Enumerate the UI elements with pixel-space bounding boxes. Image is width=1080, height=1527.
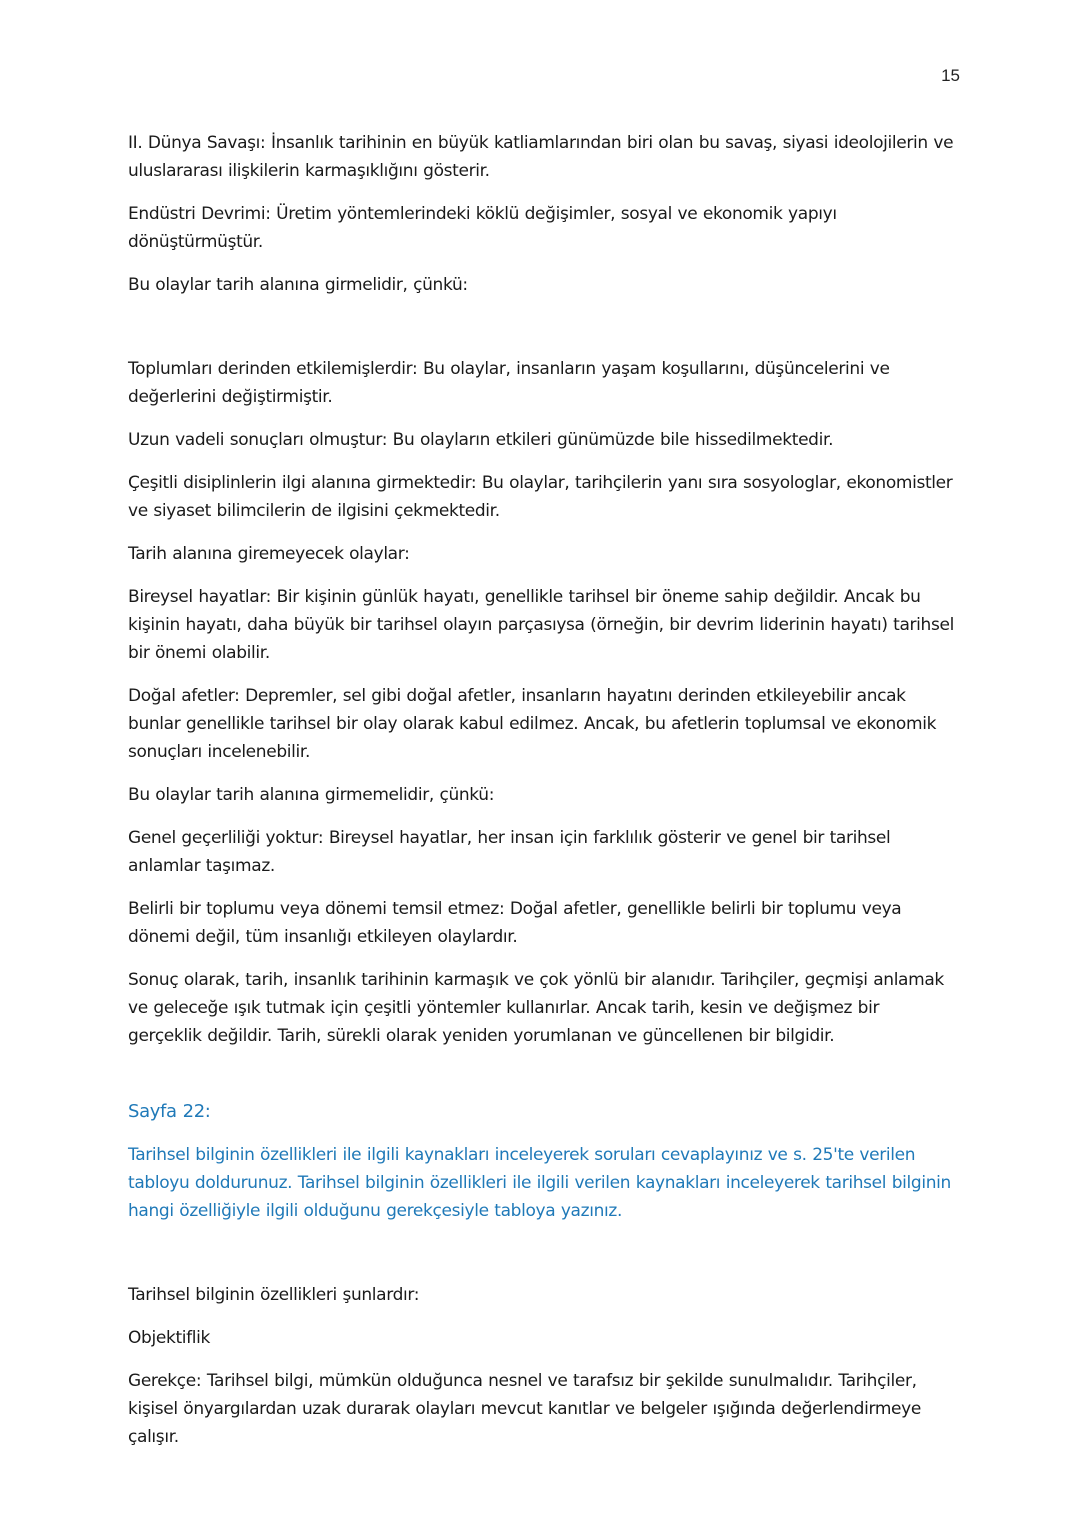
paragraph-natural-disasters: Doğal afetler: Depremler, sel gibi doğal afetler, insanların hayatını derinden etkileyebilir ancak bunlar genellikle tarihsel bir olay olarak kabul edilmez. Ancak, bu afetlerin toplumsal ve ekonomik sonuçları incelenebilir. — [128, 686, 937, 762]
answer-feature-title: Objektiflik — [128, 1328, 211, 1348]
paragraph-various-disciplines: Çeşitli disiplinlerin ilgi alanına girmektedir: Bu olaylar, tarihçilerin yanı sıra sosyologlar, ekonomistler ve siyaset bilimcilerin de ilgisini çekmektedir. — [128, 473, 953, 521]
page-number: 15 — [941, 66, 960, 85]
paragraph-deeply-affected-societies: Toplumları derinden etkilemişlerdir: Bu olaylar, insanların yaşam koşullarını, düşüncelerini ve değerlerini değiştirmiştir. — [128, 359, 890, 407]
paragraph-should-not-enter-history: Bu olaylar tarih alanına girmemelidir, çünkü: — [128, 785, 495, 805]
document-body — [128, 129, 958, 1466]
section-instruction: Tarihsel bilginin özellikleri ile ilgili kaynakları inceleyerek soruları cevaplayınız ve s. 25'te verilen tabloyu doldurunuz. Tarihsel bilginin özellikleri ile ilgili verilen kaynakları inceleyerek tarihsel bilginin hangi özelliğiyle ilgili olduğunu gerekçesiyle tabloya yazınız. — [128, 1145, 951, 1221]
paragraph-industrial-revolution: Endüstri Devrimi: Üretim yöntemlerindeki köklü değişimler, sosyal ve ekonomik yapıyı dönüştürmüştür. — [128, 204, 837, 252]
paragraph-individual-lives: Bireysel hayatlar: Bir kişinin günlük hayatı, genellikle tarihsel bir öneme sahip değildir. Ancak bu kişinin hayatı, daha büyük bir tarihsel olayın parçasıysa (örneğin, bir devrim liderinin hayatı) tarihsel bir önemi olabilir. — [128, 587, 954, 663]
paragraph-ww2: II. Dünya Savaşı: İnsanlık tarihinin en büyük katliamlarından biri olan bu savaş, siyasi ideolojilerin ve uluslararası ilişkilerin karmaşıklığını gösterir. — [128, 133, 954, 181]
answer-reason: Gerekçe: Tarihsel bilgi, mümkün olduğunca nesnel ve tarafsız bir şekilde sunulmalıdır. Tarihçiler, kişisel önyargılardan uzak durarak olayları mevcut kanıtlar ve belgeler ışığında değerlendirmeye çalışır. — [128, 1371, 921, 1447]
paragraph-long-term-results: Uzun vadeli sonuçları olmuştur: Bu olayların etkileri günümüzde bile hissedilmektedir. — [128, 430, 834, 450]
paragraph-conclusion: Sonuç olarak, tarih, insanlık tarihinin karmaşık ve çok yönlü bir alanıdır. Tarihçiler, geçmişi anlamak ve geleceğe ışık tutmak için çeşitli yöntemler kullanırlar. Ancak tarih, kesin ve değişmez bir gerçeklik değildir. Tarih, sürekli olarak yeniden yorumlanan ve güncellenen bir bilgidir. — [128, 970, 944, 1046]
paragraph-cannot-enter-history: Tarih alanına giremeyecek olaylar: — [128, 544, 410, 564]
paragraph-should-enter-history: Bu olaylar tarih alanına girmelidir, çünkü: — [128, 275, 468, 295]
section-heading: Sayfa 22: — [128, 1101, 211, 1122]
paragraph-no-general-validity: Genel geçerliliği yoktur: Bireysel hayatlar, her insan için farklılık gösterir ve genel bir tarihsel anlamlar taşımaz. — [128, 828, 891, 876]
paragraph-not-representative: Belirli bir toplumu veya dönemi temsil etmez: Doğal afetler, genellikle belirli bir toplumu veya dönemi değil, tüm insanlığı etkileyen olaylardır. — [128, 899, 902, 947]
answer-intro: Tarihsel bilginin özellikleri şunlardır: — [128, 1285, 420, 1305]
